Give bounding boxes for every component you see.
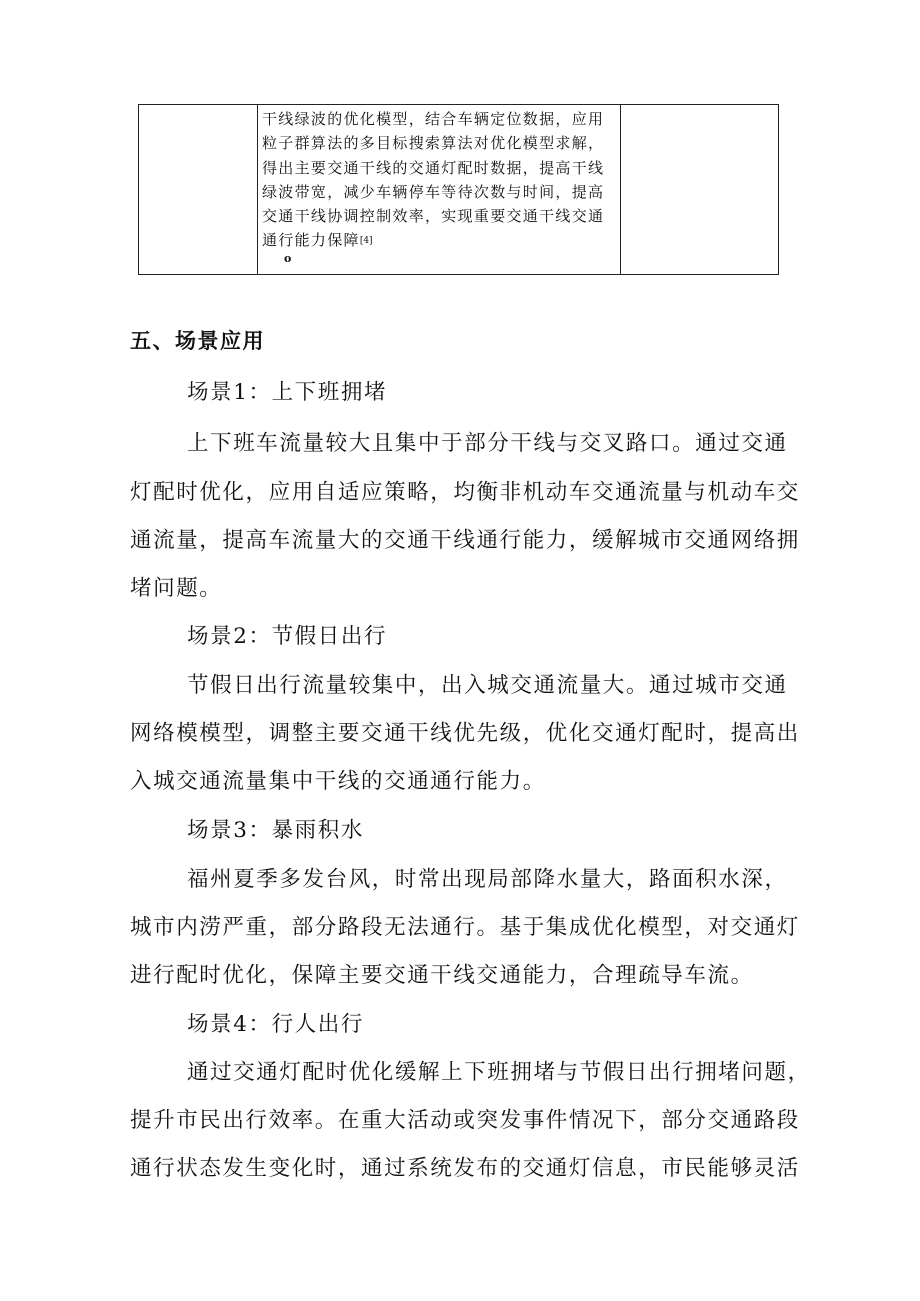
table-cell-line: 交通干线协调控制效率，实现重要交通干线交通	[262, 207, 605, 226]
paragraph-line: 通过交通灯配时优化缓解上下班拥堵与节假日出行拥堵问题，	[187, 1060, 811, 1085]
paragraph-line: 通行状态发生变化时，通过系统发布的交通灯信息，市民能够灵活	[130, 1156, 800, 1181]
paragraph-line: 通流量，提高车流量大的交通干线通行能力，缓解城市交通网络拥	[130, 528, 800, 553]
citation-period-mark: o	[284, 251, 292, 265]
paragraph-line: 节假日出行流量较集中，出入城交通流量大。通过城市交通	[187, 673, 788, 698]
table-cell-line-last	[262, 228, 616, 252]
table-cell-description	[258, 105, 621, 274]
citation-reference: [4]	[359, 236, 373, 247]
table-fragment	[138, 104, 779, 275]
table-cell-line: 干线绿波的优化模型，结合车辆定位数据，应用	[262, 110, 605, 128]
scenario-title: 场景4：行人出行	[187, 1012, 364, 1037]
paragraph-line: 福州夏季多发台风，时常出现局部降水量大，路面积水深，	[187, 867, 788, 892]
paragraph-line: 进行配时优化，保障主要交通干线交通能力，合理疏导车流。	[130, 963, 754, 988]
section-heading: 五、场景应用	[130, 329, 265, 353]
scenario-title: 场景2：节假日出行	[187, 624, 388, 649]
table-cell-line: 得出主要交通干线的交通灯配时数据，提高干线	[262, 158, 605, 177]
table-cell-line: 绿波带宽，减少车辆停车等待次数与时间，提高	[262, 182, 605, 201]
paragraph-line: 入城交通流量集中干线的交通通行能力。	[130, 769, 546, 794]
table-cell-line-text: 通行能力保障	[262, 231, 360, 250]
table-cell-line: 粒子群算法的多目标搜索算法对优化模型求解，	[262, 134, 605, 153]
paragraph-line: 网络模模型，调整主要交通干线优先级，优化交通灯配时，提高出	[130, 721, 800, 746]
scenario-title: 场景3：暴雨积水	[187, 818, 364, 843]
paragraph-line: 城市内涝严重，部分路段无法通行。基于集成优化模型，对交通灯	[130, 915, 800, 940]
table-cell-empty-left	[139, 105, 258, 274]
table-cell-empty-right	[621, 105, 778, 274]
paragraph-line: 灯配时优化，应用自适应策略，均衡非机动车交通流量与机动车交	[130, 480, 800, 505]
paragraph-line: 上下班车流量较大且集中于部分干线与交叉路口。通过交通	[187, 431, 788, 456]
paragraph-line: 提升市民出行效率。在重大活动或突发事件情况下，部分交通路段	[130, 1108, 800, 1133]
paragraph-line: 堵问题。	[130, 576, 223, 601]
scenario-title: 场景1：上下班拥堵	[187, 380, 388, 405]
